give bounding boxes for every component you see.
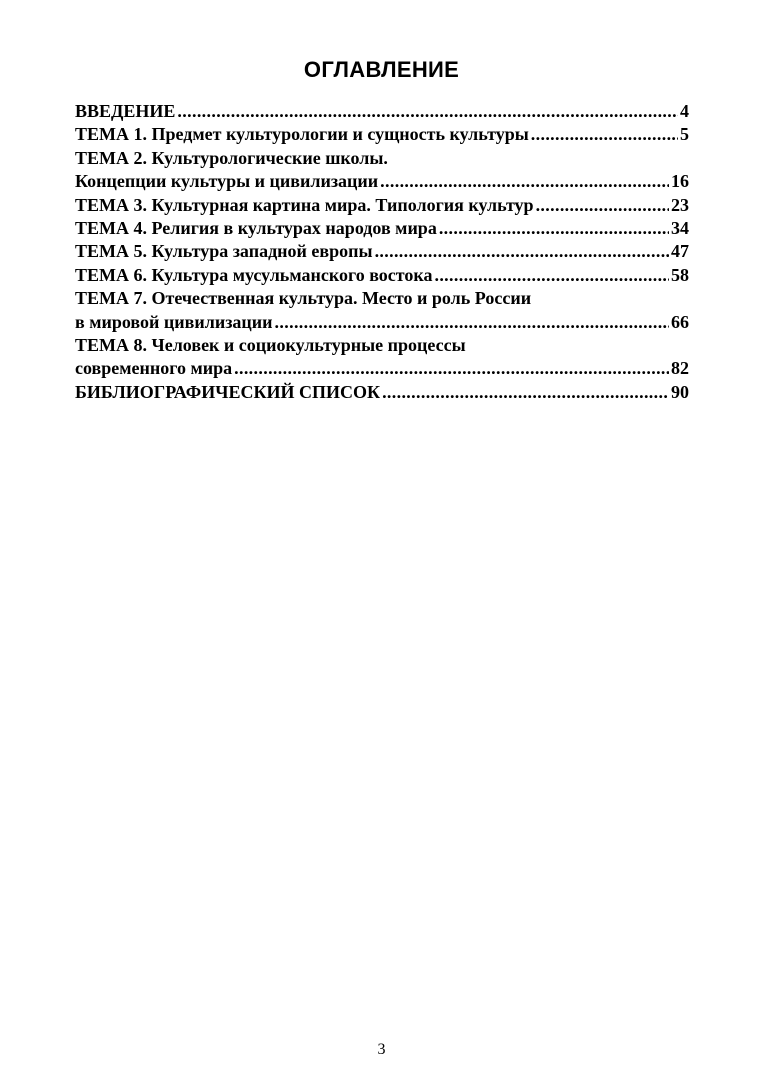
toc-entry-bibliography [75, 381, 689, 404]
page-title: ОГЛАВЛЕНИЕ [303, 57, 460, 82]
toc-entry-topic-4 [75, 217, 689, 240]
toc-entry-topic-5 [75, 240, 689, 263]
dot-leader [234, 357, 669, 380]
toc-entry-topic-7-line-2 [75, 311, 689, 334]
toc-entry-text: ВВЕДЕНИЕ [75, 101, 176, 121]
dot-leader [380, 170, 669, 193]
table-of-contents [75, 100, 689, 404]
toc-entry-topic-2-line-2 [75, 170, 689, 193]
toc-page-number: 82 [671, 358, 689, 379]
toc-entry-text: ТЕМА 5. Культура западной европы [75, 241, 373, 262]
dot-leader [434, 264, 669, 287]
toc-entry-text: Концепции культуры и цивилизации [75, 171, 379, 192]
toc-entry-text: ТЕМА 7. Отечественная культура. Место и роль России [75, 288, 532, 309]
toc-page-number: 23 [671, 194, 689, 215]
toc-page-number: 90 [671, 381, 689, 402]
dot-leader [536, 194, 669, 217]
dot-leader [275, 311, 669, 334]
dot-leader [375, 240, 669, 263]
toc-entry-text: ТЕМА 8. Человек и социокультурные процессы [75, 334, 466, 355]
toc-entry-text: ТЕМА 4. Религия в культурах народов мира [75, 217, 437, 238]
toc-entry-text: ТЕМА 1. Предмет культурологии и сущность культуры [75, 124, 529, 145]
dot-leader [439, 217, 669, 240]
toc-entry-topic-8-line-1 [75, 334, 689, 357]
toc-page-number: 4 [680, 101, 689, 121]
toc-entry-text: ТЕМА 2. Культурологические школы. [75, 147, 388, 168]
toc-entry-topic-1 [75, 123, 689, 146]
toc-page-number: 16 [671, 171, 689, 192]
toc-page-number: 34 [671, 217, 689, 238]
toc-entry-topic-8-line-2 [75, 357, 689, 380]
toc-entry-text: БИБЛИОГРАФИЧЕСКИЙ СПИСОК [75, 381, 381, 402]
toc-entry-topic-3 [75, 194, 689, 217]
toc-page-number: 47 [671, 241, 689, 262]
toc-page-number: 5 [680, 124, 689, 145]
toc-entry-text: ТЕМА 6. Культура мусульманского востока [75, 264, 433, 285]
dot-leader [531, 123, 678, 146]
toc-page-number: 58 [671, 264, 689, 285]
toc-entry-text: в мировой цивилизации [75, 311, 273, 332]
toc-entry-topic-2-line-1 [75, 147, 689, 170]
toc-entry-text: современного мира [75, 358, 233, 379]
toc-entry-introduction [75, 100, 689, 123]
dot-leader [382, 381, 669, 404]
toc-entry-topic-7-line-1 [75, 287, 689, 310]
toc-entry-topic-6 [75, 264, 689, 287]
page-number-footer: 3 [377, 1041, 386, 1058]
toc-entry-text: ТЕМА 3. Культурная картина мира. Типология культур [75, 194, 534, 215]
toc-page-number: 66 [671, 311, 689, 332]
dot-leader [177, 100, 678, 123]
